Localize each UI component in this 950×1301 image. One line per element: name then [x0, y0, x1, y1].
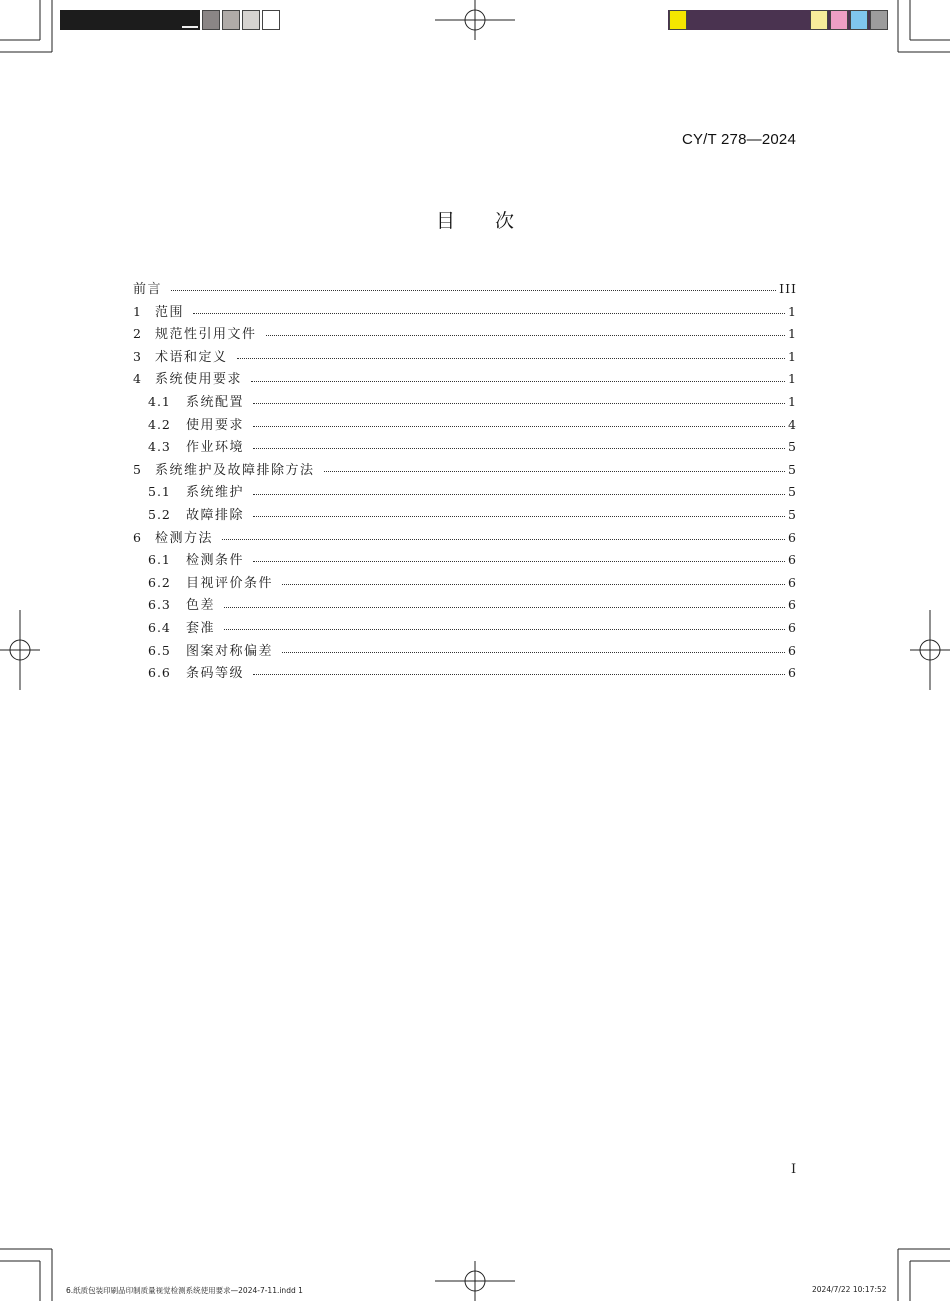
toc-entry-label: 检测方法 [155, 530, 214, 546]
slug-filename: 6.纸质包装印刷品印制质量视觉检测系统使用要求—2024-7-11.indd 1 [66, 1286, 303, 1295]
toc-entry-number: 5 [133, 461, 141, 477]
toc-entry-number: 6.3 [148, 597, 171, 613]
toc-entry-label: 系统使用要求 [155, 372, 243, 388]
toc-entry-label: 系统维护及故障排除方法 [155, 462, 315, 478]
page-folio: I [791, 1162, 797, 1177]
toc-entry-number: 3 [133, 348, 141, 364]
toc-entry-number: 6 [133, 529, 141, 545]
toc-entry-page: 5 [788, 461, 797, 477]
table-of-contents [133, 278, 797, 685]
toc-entry-page: 1 [788, 371, 797, 387]
density-bar [60, 10, 200, 30]
toc-entry[interactable] [133, 640, 797, 663]
toc-entry-label: 图案对称偏差 [186, 643, 274, 659]
toc-entry-number: 4.1 [148, 393, 171, 409]
toc-title: 目次 [435, 210, 554, 232]
toc-dot-leader [253, 402, 785, 404]
toc-entry[interactable] [133, 481, 797, 504]
toc-entry-page: 1 [788, 303, 797, 319]
toc-dot-leader [266, 334, 786, 336]
color-swatch [669, 10, 687, 30]
toc-dot-leader [253, 560, 785, 562]
toc-entry-number: 6.2 [148, 574, 171, 590]
color-swatch [810, 10, 828, 30]
toc-entry-page: III [779, 281, 797, 296]
toc-dot-leader [282, 651, 785, 653]
toc-entry-label: 作业环境 [186, 440, 245, 456]
gray-swatch [202, 10, 220, 30]
toc-dot-leader [253, 515, 785, 517]
toc-entry[interactable] [133, 391, 797, 414]
toc-entry-label: 前言 [133, 282, 163, 297]
toc-entry-label: 规范性引用文件 [155, 327, 257, 343]
toc-entry-number: 6.4 [148, 619, 171, 635]
toc-entry[interactable] [133, 594, 797, 617]
toc-dot-leader [253, 673, 785, 675]
toc-dot-leader [171, 289, 776, 291]
toc-dot-leader [282, 583, 785, 585]
toc-entry[interactable] [133, 323, 797, 346]
toc-entry[interactable] [133, 301, 797, 324]
toc-dot-leader [324, 470, 786, 472]
toc-dot-leader [224, 606, 785, 608]
toc-entry-label: 系统维护 [186, 485, 245, 501]
toc-entry[interactable] [133, 662, 797, 685]
toc-entry-number: 4.3 [148, 439, 171, 455]
toc-entry-page: 1 [788, 326, 797, 342]
toc-entry[interactable] [133, 459, 797, 482]
toc-entry-label: 范围 [155, 304, 185, 320]
toc-entry-page: 6 [788, 574, 797, 590]
toc-entry-label: 术语和定义 [155, 349, 228, 365]
toc-dot-leader [237, 357, 786, 359]
gray-swatch [222, 10, 240, 30]
toc-entry-number: 5.1 [148, 484, 171, 500]
toc-entry-number: 5.2 [148, 506, 171, 522]
toc-dot-leader [253, 447, 785, 449]
toc-entry-label: 检测条件 [186, 553, 245, 569]
gray-swatch [242, 10, 260, 30]
toc-entry-label: 套准 [186, 620, 216, 636]
toc-entry-number: 6.6 [148, 665, 171, 681]
toc-entry[interactable] [133, 436, 797, 459]
color-swatch [870, 10, 888, 30]
toc-entry-page: 6 [788, 619, 797, 635]
toc-entry[interactable] [133, 549, 797, 572]
slug-timestamp: 2024/7/22 10:17:52 [812, 1285, 887, 1294]
toc-entry-page: 5 [788, 506, 797, 522]
toc-dot-leader [222, 538, 785, 540]
toc-dot-leader [251, 380, 785, 382]
toc-dot-leader [193, 312, 785, 314]
toc-entry[interactable] [133, 504, 797, 527]
toc-entry-page: 6 [788, 529, 797, 545]
toc-entry-number: 1 [133, 303, 141, 319]
toc-entry-number: 4.2 [148, 416, 171, 432]
gray-swatch [262, 10, 280, 30]
toc-entry-label: 系统配置 [186, 394, 245, 410]
toc-entry[interactable] [133, 414, 797, 437]
toc-entry[interactable] [133, 617, 797, 640]
toc-entry-label: 故障排除 [186, 507, 245, 523]
toc-dot-leader [253, 425, 785, 427]
toc-entry-label: 使用要求 [186, 417, 245, 433]
toc-entry-page: 6 [788, 642, 797, 658]
toc-entry[interactable] [133, 527, 797, 550]
toc-entry-label: 目视评价条件 [186, 575, 274, 591]
toc-entry-number: 4 [133, 371, 141, 387]
toc-entry-page: 5 [788, 484, 797, 500]
toc-entry-page: 4 [788, 416, 797, 432]
toc-entry-page: 6 [788, 665, 797, 681]
toc-entry-number: 6.5 [148, 642, 171, 658]
color-swatch [850, 10, 868, 30]
toc-entry-page: 6 [788, 552, 797, 568]
toc-entry-number: 2 [133, 326, 141, 342]
toc-entry-page: 1 [788, 348, 797, 364]
color-swatch [830, 10, 848, 30]
standard-code: CY/T 278—2024 [681, 131, 796, 148]
toc-entry-label: 条码等级 [186, 666, 245, 682]
toc-entry[interactable] [133, 572, 797, 595]
toc-entry-page: 5 [788, 439, 797, 455]
toc-entry[interactable] [133, 278, 797, 301]
toc-entry-label: 色差 [186, 598, 216, 614]
toc-dot-leader [253, 493, 785, 495]
toc-entry[interactable] [133, 346, 797, 369]
toc-entry-number: 6.1 [148, 552, 171, 568]
toc-entry[interactable] [133, 368, 797, 391]
toc-dot-leader [224, 628, 785, 630]
toc-entry-page: 6 [788, 597, 797, 613]
toc-entry-page: 1 [788, 393, 797, 409]
